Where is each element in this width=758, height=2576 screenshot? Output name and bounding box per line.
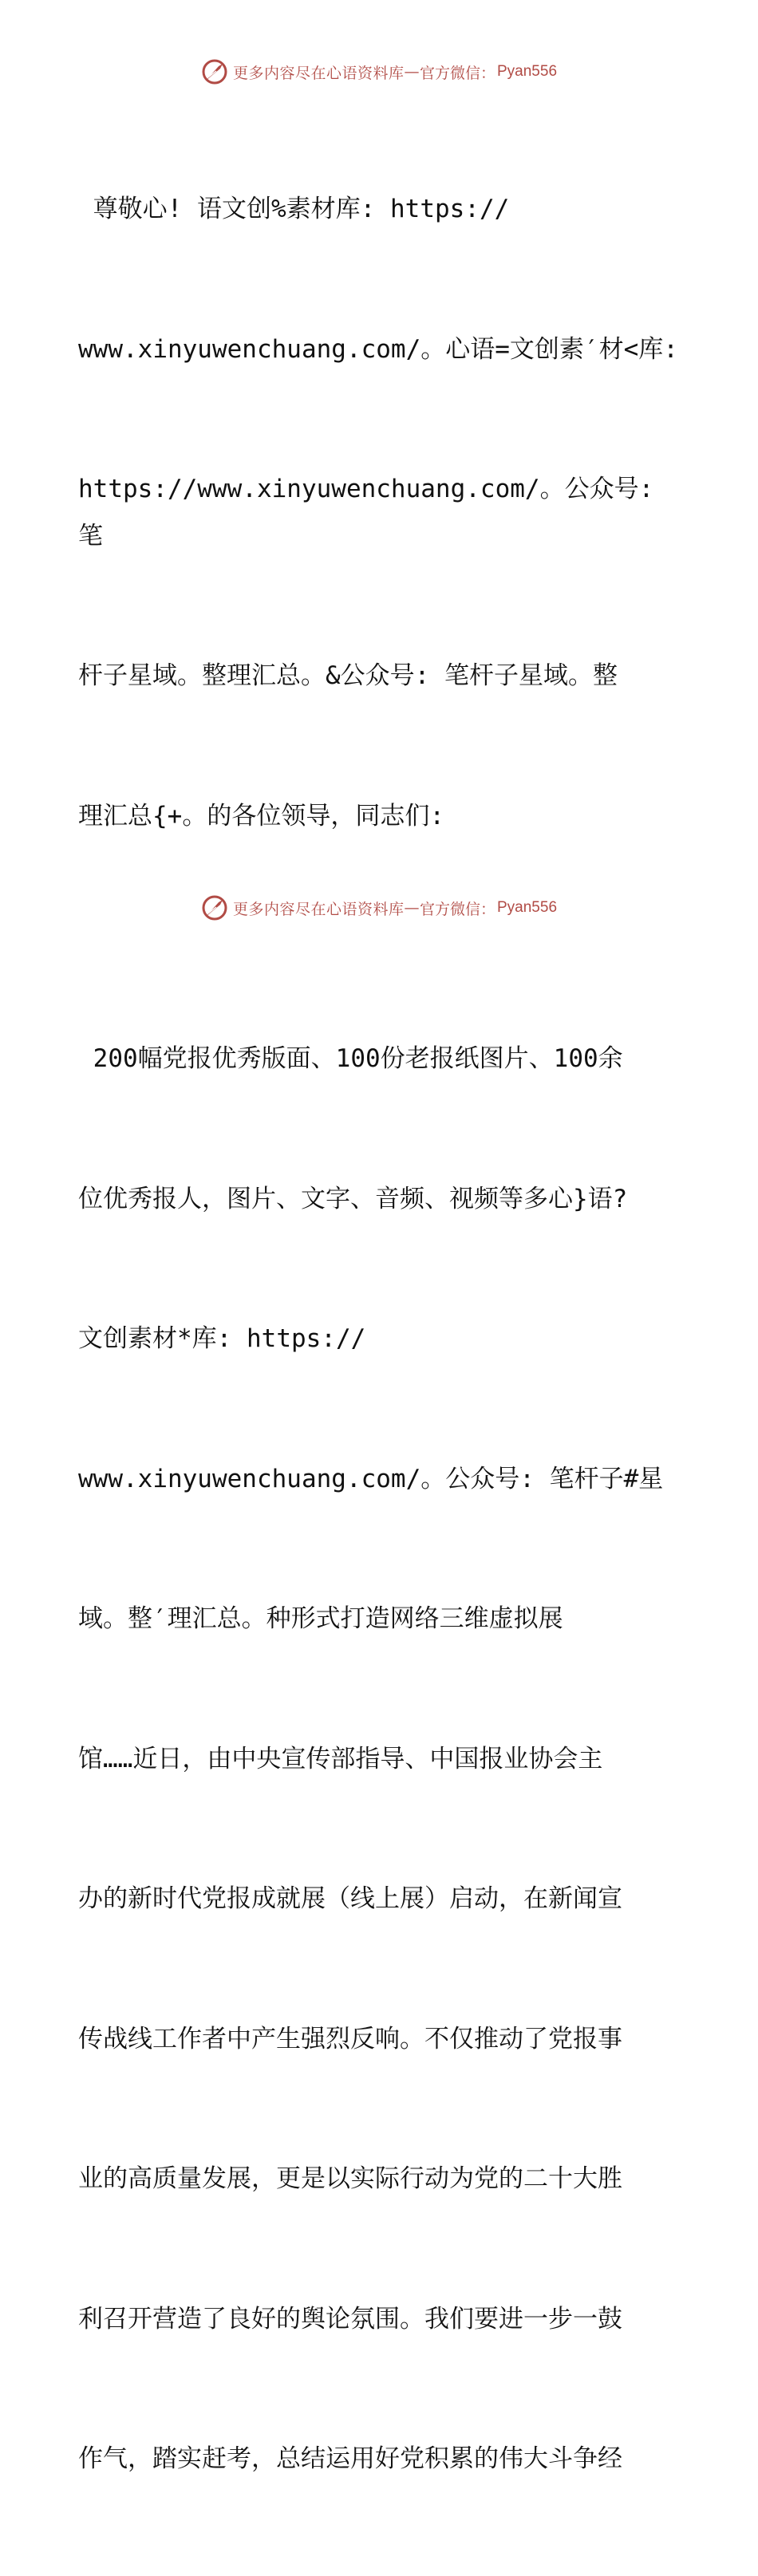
banner-wechat-id: Pyan556 [497, 899, 558, 916]
banner-slogan: 更多内容尽在心语资料库 [232, 900, 405, 918]
text-line: www.xinyuwenchuang.com/。心语=文创素′材<库: [78, 334, 678, 364]
paragraph-main [78, 942, 685, 2576]
text-line: 传战线工作者中产生强烈反响。不仅推动了党报事 [78, 2024, 622, 2053]
banner-wechat-label: 官方微信： [419, 64, 495, 82]
text-line: 利召开营造了良好的舆论氛围。我们要进一步一鼓 [78, 2304, 622, 2333]
banner-separator: — [404, 899, 420, 917]
text-line: 办的新时代党报成就展（线上展）启动，在新闻宣 [78, 1884, 622, 1913]
text-line: 位优秀报人，图片、文字、音频、视频等多心}语? [78, 1184, 628, 1213]
banner-separator: — [404, 63, 420, 81]
text-line: 作气，踏实赶考，总结运用好党积累的伟大斗争经 [78, 2444, 622, 2473]
text-line: 业的高质量发展，更是以实际行动为党的二十大胜 [78, 2164, 622, 2193]
quill-pen-logo-icon [201, 894, 228, 921]
document-body [78, 93, 685, 2576]
paragraph-greeting [78, 93, 685, 933]
text-line: 域。整′理汇总。种形式打造网络三维虚拟展 [78, 1604, 563, 1633]
text-line: 馆……近日，由中央宣传部指导、中国报业协会主 [78, 1744, 603, 1773]
text-line: www.xinyuwenchuang.com/。公众号: 笔杆子#星 [78, 1464, 664, 1493]
banner-slogan: 更多内容尽在心语资料库 [232, 64, 405, 82]
text-line: 200幅党报优秀版面、100份老报纸图片、100余 [78, 1044, 623, 1073]
banner-wechat-id: Pyan556 [497, 63, 558, 80]
footer-watermark-banner [0, 892, 758, 924]
banner-wechat-label: 官方微信： [419, 900, 495, 918]
text-line: 尊敬心! 语文创%素材库: https:// [78, 195, 510, 223]
header-watermark-banner [0, 56, 758, 88]
text-line: 文创素材*库: https:// [78, 1324, 366, 1353]
quill-pen-logo-icon [201, 58, 228, 85]
text-line: 杆子星域。整理汇总。&公众号: 笔杆子星域。整 [78, 661, 618, 690]
text-line: https://www.xinyuwenchuang.com/。公众号: 笔 [78, 475, 669, 550]
text-line: 理汇总{+。的各位领导，同志们: [78, 801, 444, 830]
